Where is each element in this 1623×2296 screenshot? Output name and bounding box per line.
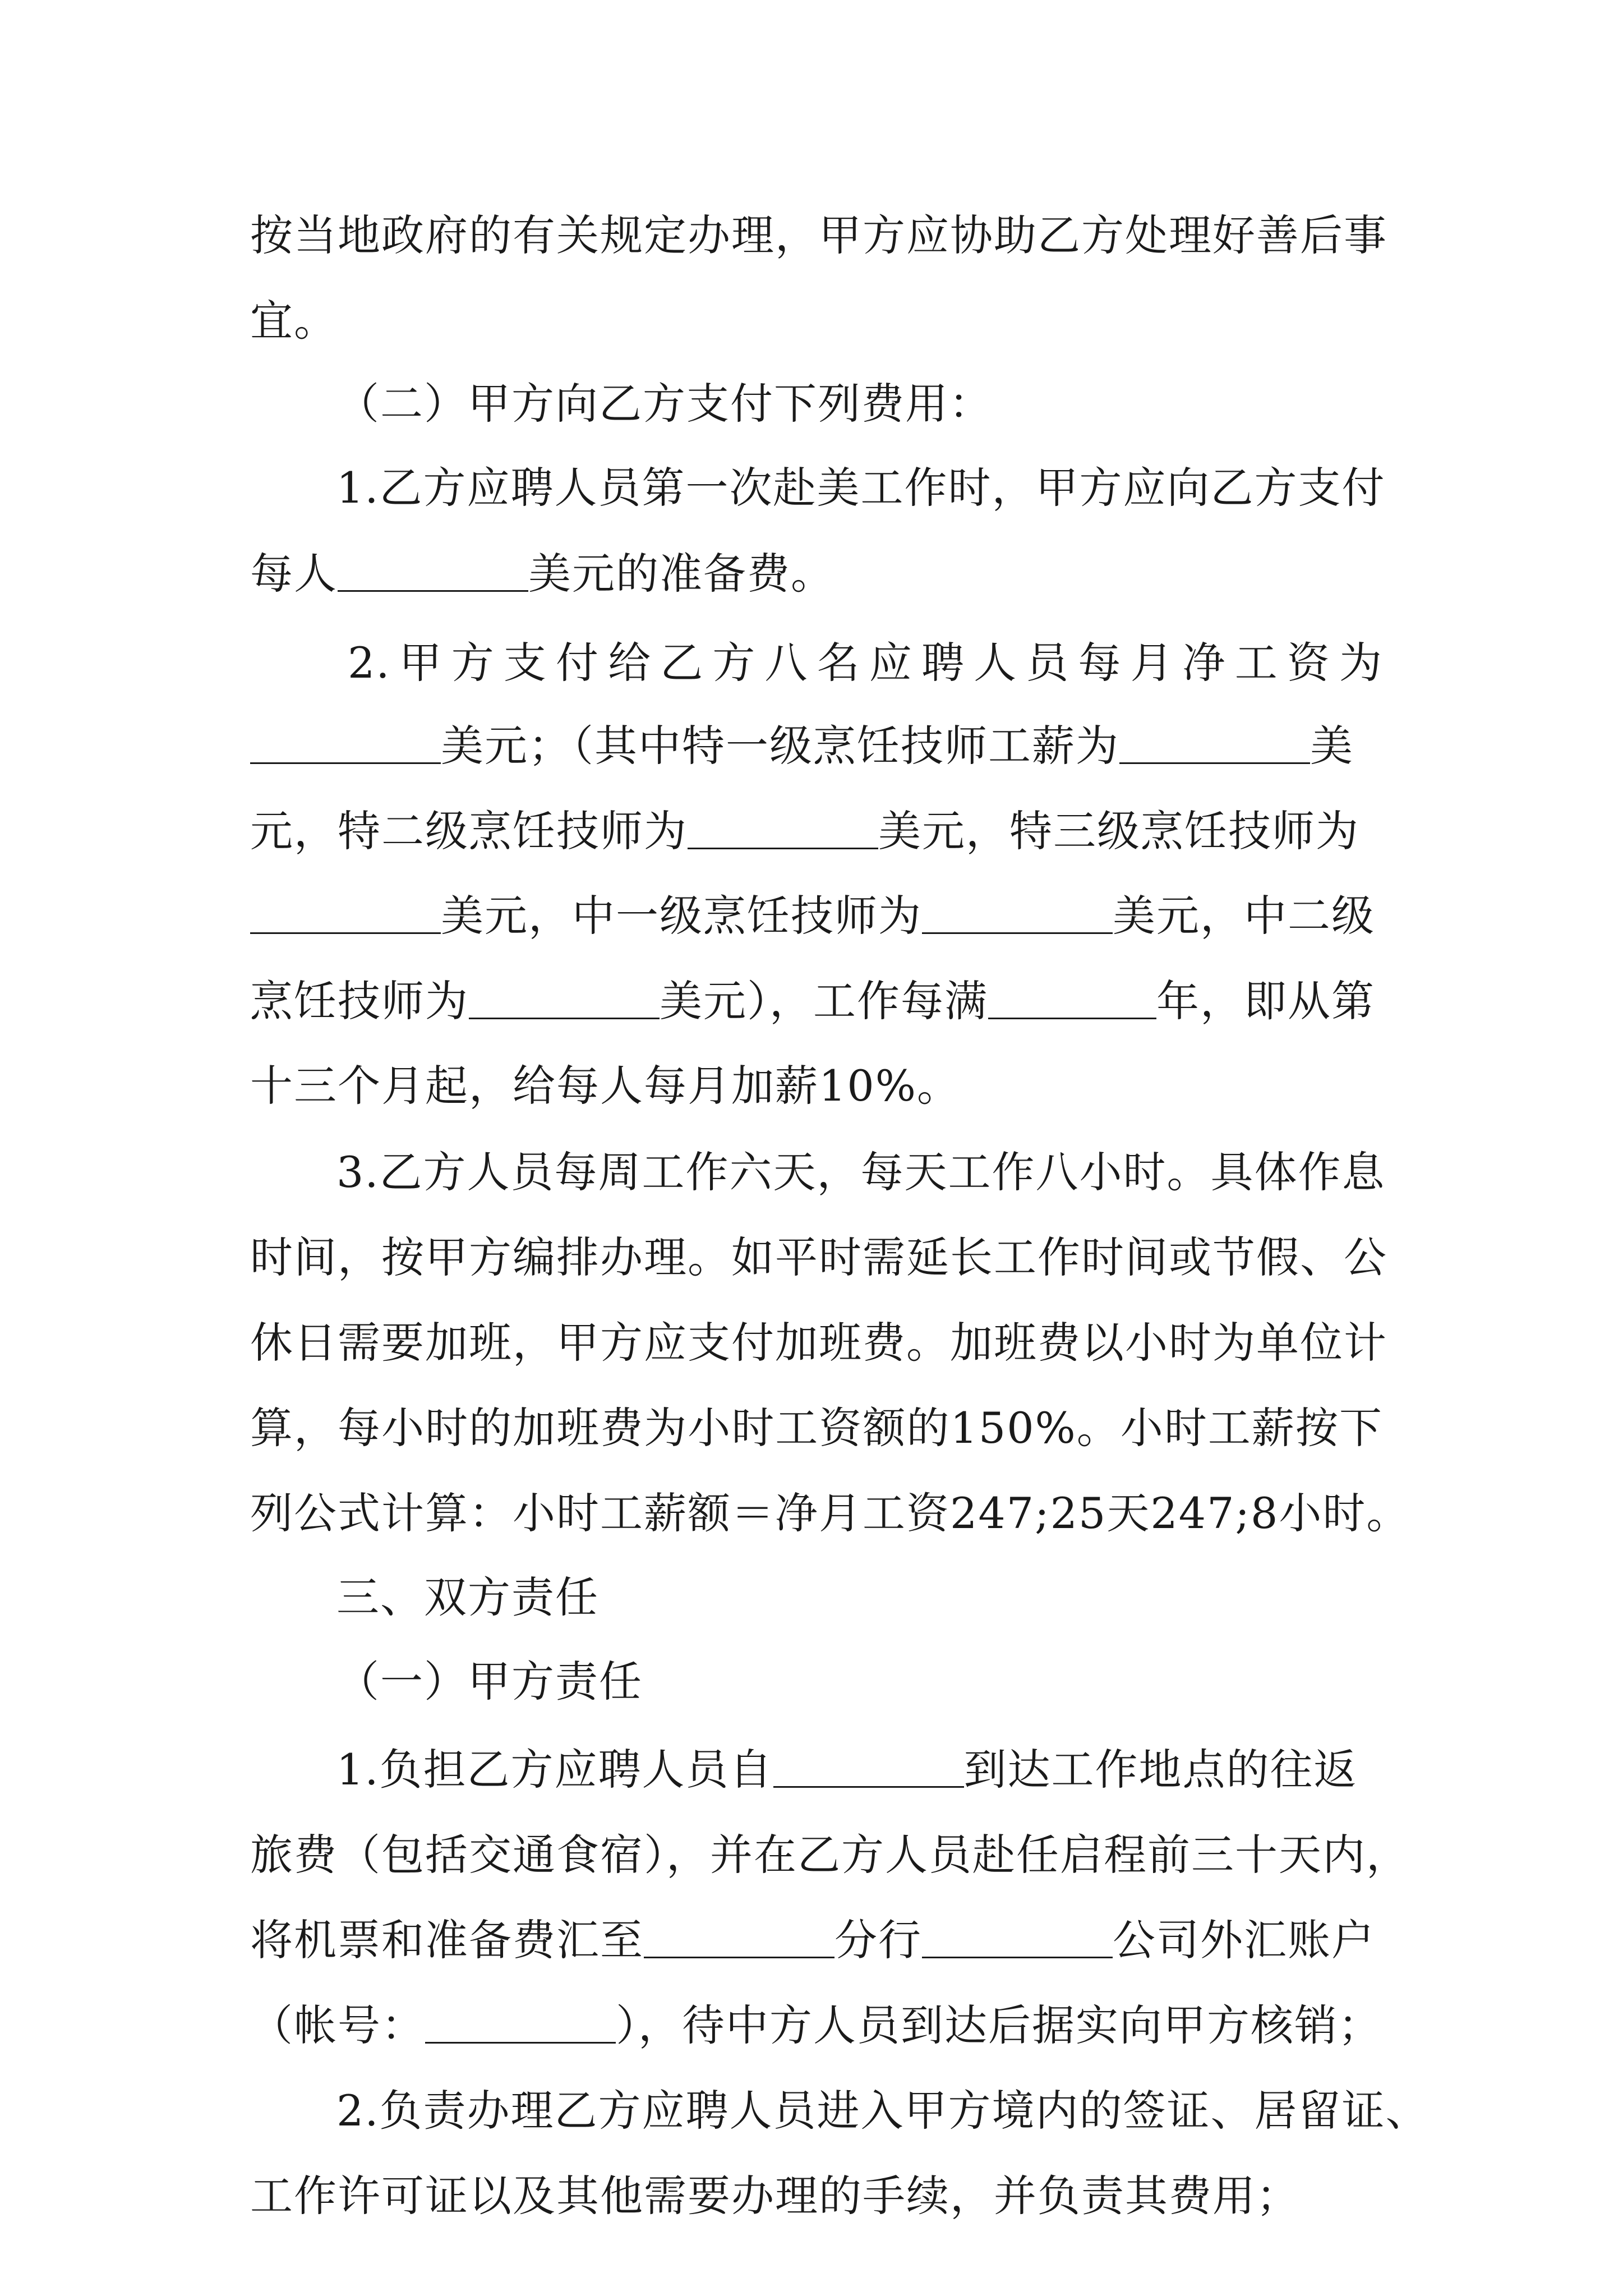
paragraph-line: 2.负责办理乙方应聘人员进入甲方境内的签证、居留证、 [336,2086,1430,2136]
fill-in-blank[interactable] [469,973,660,1019]
paragraph-line: 元，特二级烹饪技师为 美元，特三级烹饪技师为 [250,798,1359,865]
fill-in-blank[interactable] [338,545,528,592]
paragraph-line: 1.乙方应聘人员第一次赴美工作时，甲方应向乙方支付 [336,463,1386,513]
fill-in-blank[interactable] [1119,717,1310,764]
paragraph-line: 算，每小时的加班费为小时工资额的150%。小时工薪按下 [250,1403,1383,1453]
paragraph-line: 按当地政府的有关规定办理，甲方应协助乙方处理好善后事 [250,210,1387,260]
paragraph-line: 休日需要加班，甲方应支付加班费。加班费以小时为单位计 [250,1318,1387,1368]
paragraph-line: 时间，按甲方编排办理。如平时需延长工作时间或节假、公 [250,1232,1387,1282]
paragraph-line: 2.甲方支付给乙方八名应聘人员每月净工资为 [348,638,1383,688]
fill-in-blank[interactable] [425,1997,616,2044]
paragraph-line: 3.乙方人员每周工作六天，每天工作八小时。具体作息 [336,1147,1386,1197]
section-heading: （一）甲方责任 [336,1657,643,1706]
paragraph-line: 旅费（包括交通食宿），并在乙方人员赴任启程前三十天内， [250,1830,1410,1880]
section-heading: 三、双方责任 [336,1572,599,1622]
paragraph-line: 工作许可证以及其他需要办理的手续，并负责其费用； [250,2171,1300,2221]
paragraph-line: 十三个月起，给每人每月加薪10%。 [250,1061,961,1111]
paragraph-line: 列公式计算：小时工薪额＝净月工资247;25天247;8小时。 [250,1488,1410,1538]
paragraph-line: （帐号： ），待中方人员到达后据实向甲方核销； [250,1992,1382,2059]
fill-in-blank[interactable] [688,803,878,849]
paragraph-line: 将机票和准备费汇至 分行 公司外汇账户 [250,1907,1375,1974]
paragraph-line: 美元，中一级烹饪技师为 美元，中二级 [250,882,1375,950]
fill-in-blank[interactable] [644,1912,834,1958]
document-page [250,202,1430,2221]
paragraph-line: 宜。 [250,296,338,346]
fill-in-blank[interactable] [773,1741,964,1788]
paragraph-line: 烹饪技师为 美元），工作每满 年，即从第 [250,968,1375,1035]
fill-in-blank[interactable] [250,887,441,934]
paragraph-line: 美元；（其中特一级烹饪技师工薪为 美 [250,712,1383,780]
section-heading: （二）甲方向乙方支付下列费用： [336,379,993,429]
fill-in-blank[interactable] [922,1912,1113,1958]
fill-in-blank[interactable] [988,973,1156,1019]
paragraph-line: 1.负担乙方应聘人员自 到达工作地点的往返 [336,1736,1383,1803]
paragraph-line: 每人 美元的准备费。 [250,540,834,608]
fill-in-blank[interactable] [922,887,1113,934]
fill-in-blank[interactable] [250,717,441,764]
